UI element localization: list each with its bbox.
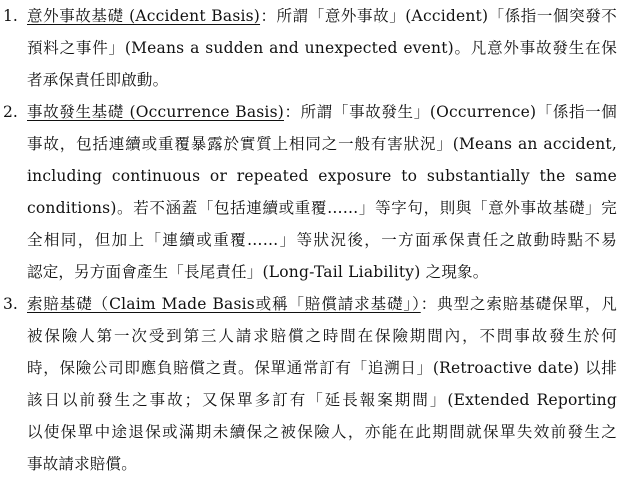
item-2-line-6: 認定，另方面會產生「長尾責任」(Long-Tail Liability) 之現象。 <box>27 263 489 281</box>
item-3-line-4: 該日以前發生之事故；又保單多訂有「延長報案期間」(Extended Reporting <box>27 391 617 409</box>
item-2-term: 事故發生基礎 (Occurrence Basis) <box>27 103 284 121</box>
item-2-line-3: including continuous or repeated exposure to substantially the same <box>27 167 617 185</box>
item-2-line-2: 事故，包括連續或重覆暴露於實質上相同之一般有害狀況」(Means an accident, <box>27 135 617 153</box>
item-1-number: 1. <box>3 7 18 25</box>
item-3-line-5: 以使保單中途退保或滿期未續保之被保險人，亦能在此期間就保單失效前發生之 <box>27 423 617 441</box>
item-1-term: 意外事故基礎 (Accident Basis) <box>27 7 261 25</box>
item-1-text-1: ：所謂「意外事故」(Accident)「係指一個突發不 <box>260 7 617 25</box>
item-1-line-3: 者承保責任即啟動。 <box>27 71 169 89</box>
item-2-text-1: ：所謂「事故發生」(Occurrence)「係指一個 <box>283 103 617 121</box>
item-1-line-2: 預料之事件」(Means a sudden and unexpected event)。凡意外事故發生在保 <box>27 39 617 57</box>
item-3-line-1 <box>27 294 617 314</box>
item-3-term: 索賠基礎（Claim Made Basis或稱「賠償請求基礎」） <box>27 295 421 313</box>
item-3-text-1: ：典型之索賠基礎保單，凡 <box>420 295 617 313</box>
item-3-number: 3. <box>3 295 18 313</box>
item-3-line-2: 被保險人第一次受到第三人請求賠償之時間在保險期間內，不問事故發生於何 <box>27 327 617 345</box>
item-2-line-1 <box>27 102 617 122</box>
item-2-line-4: conditions)。若不涵蓋「包括連續或重覆……」等字句，則與「意外事故基礎」完 <box>27 199 617 217</box>
item-2-line-5: 全相同，但加上「連續或重覆……」等狀況後，一方面承保責任之啟動時點不易 <box>27 231 617 249</box>
item-3-line-6: 事故請求賠償。 <box>27 455 137 473</box>
item-1-line-1 <box>27 6 617 26</box>
item-3-line-3: 時，保險公司即應負賠償之責。保單通常訂有「追溯日」(Retroactive date) 以排 <box>27 359 617 377</box>
item-2-number: 2. <box>3 103 18 121</box>
